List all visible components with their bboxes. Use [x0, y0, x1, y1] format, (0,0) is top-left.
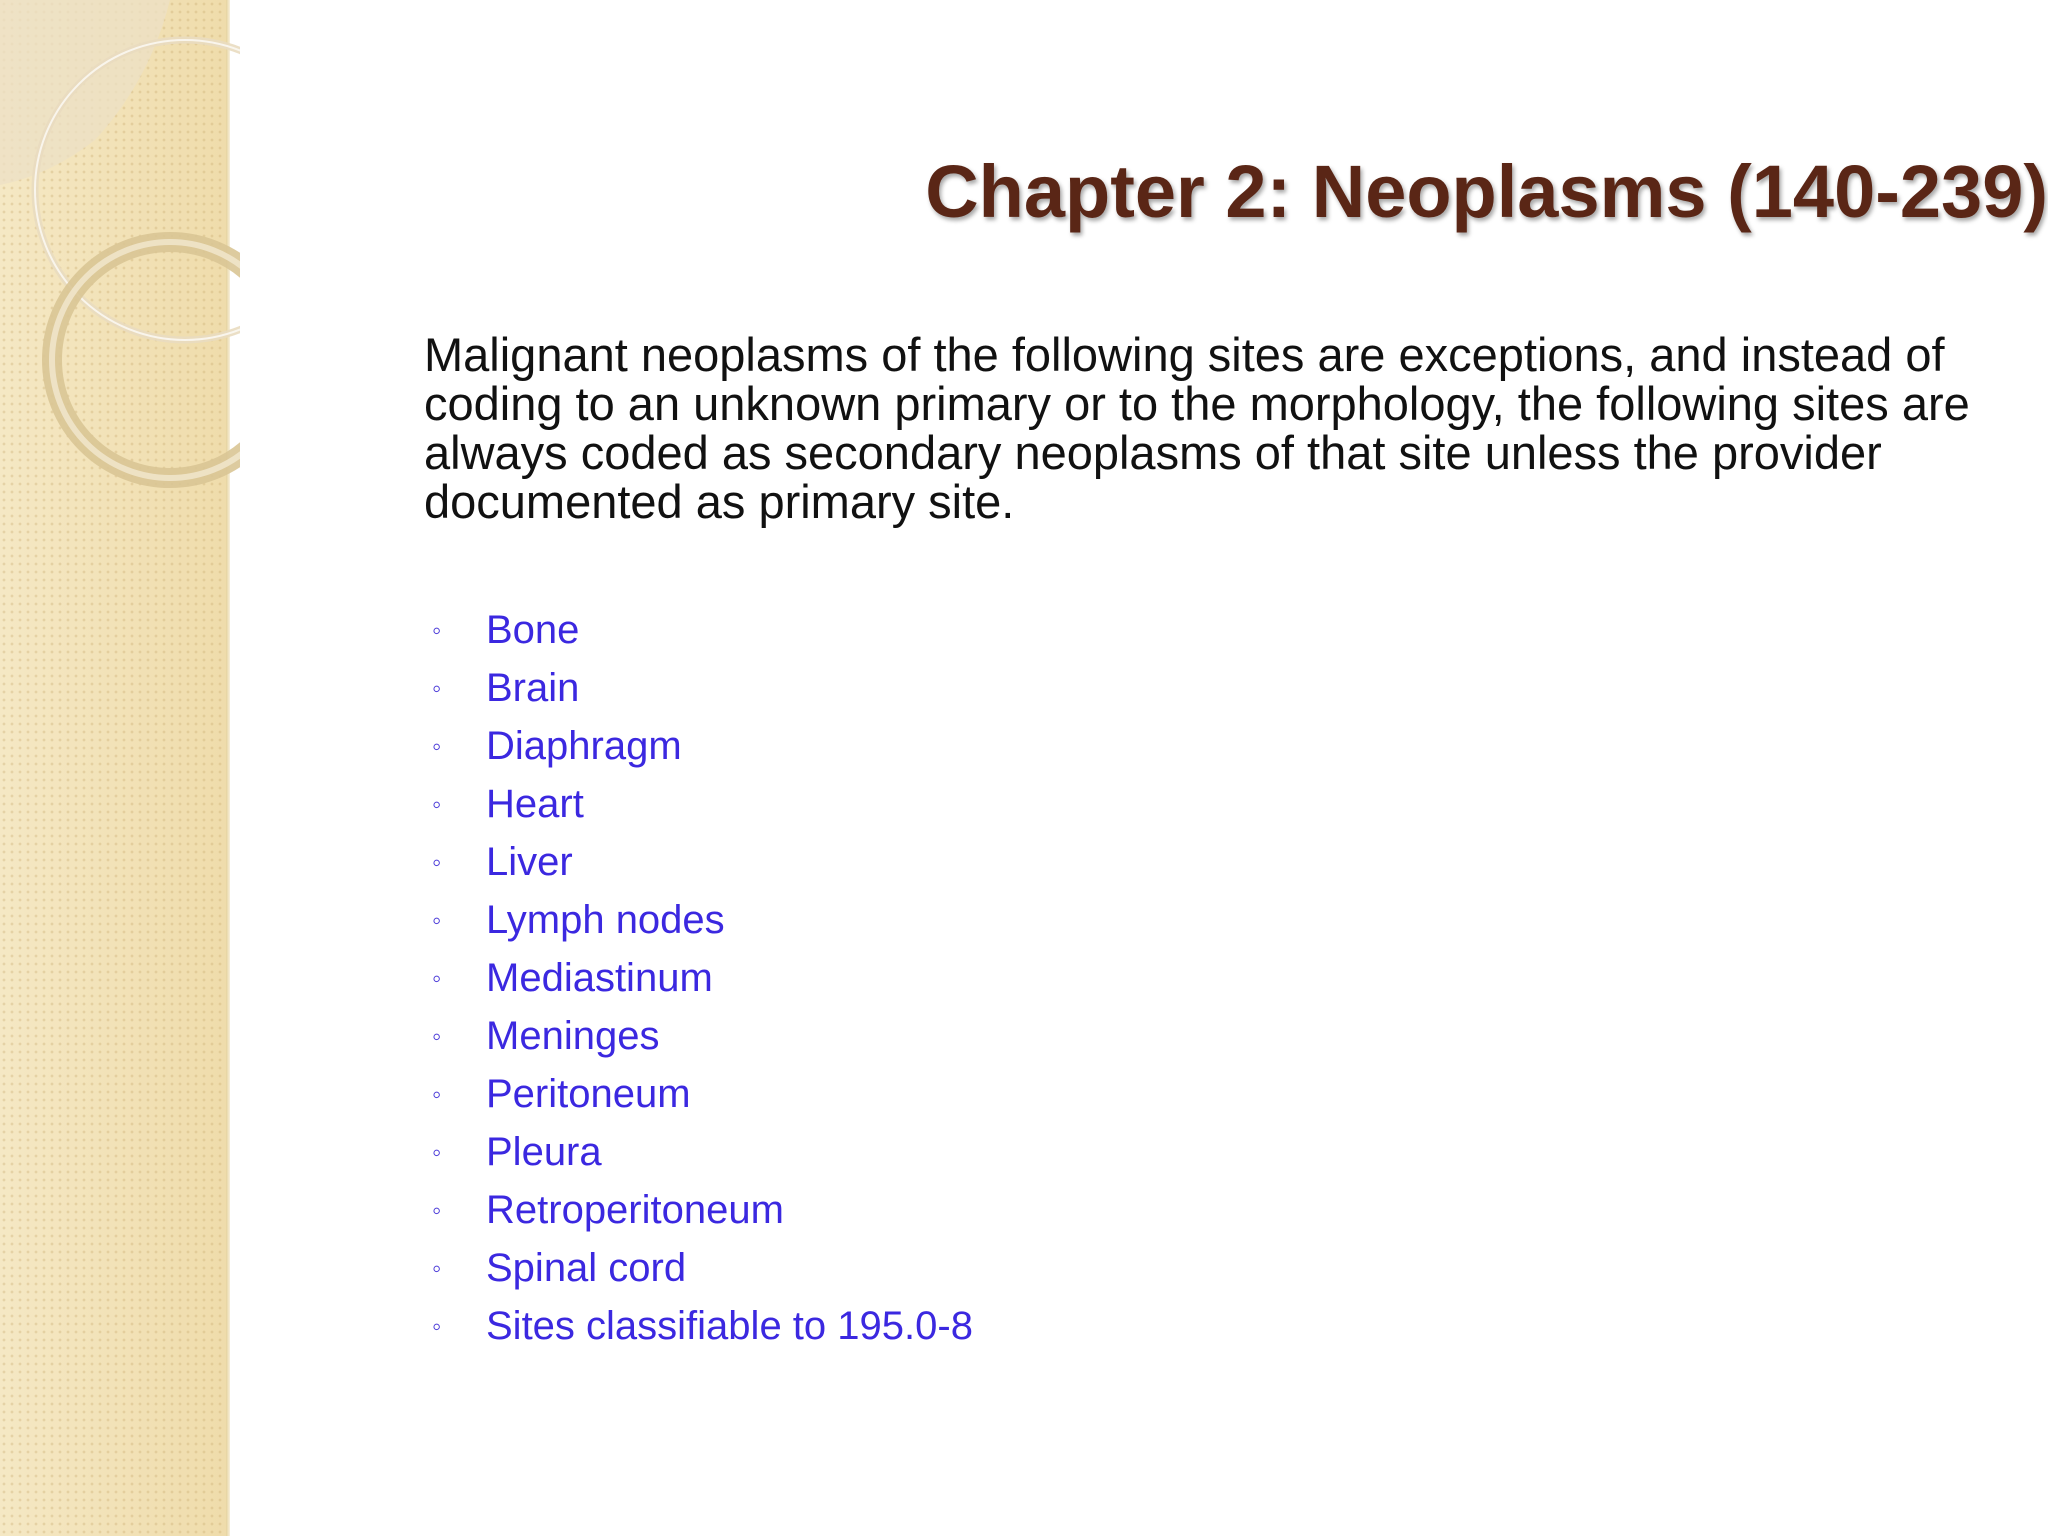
list-item [424, 775, 1324, 833]
list-item [424, 601, 1324, 659]
bullet-icon: ◦ [432, 1021, 442, 1051]
site-label: Mediastinum [486, 956, 713, 1000]
site-label: Bone [486, 608, 580, 652]
list-item [424, 1181, 1324, 1239]
intro-paragraph: Malignant neoplasms of the following sites are exceptions, and instead of coding to an unknown primary or to the morphology, the following sites are always coded as secondary neoplasms of that site unless the provider documented as primary site. [424, 328, 1970, 528]
decorative-rings [0, 0, 240, 520]
list-item [424, 1007, 1324, 1065]
list-item [424, 1065, 1324, 1123]
slide-title: Chapter 2: Neoplasms (140-239) [925, 150, 2048, 233]
bullet-icon: ◦ [432, 1137, 442, 1167]
bullet-icon: ◦ [432, 615, 442, 645]
site-label: Peritoneum [486, 1072, 691, 1116]
bullet-icon: ◦ [432, 905, 442, 935]
list-item [424, 659, 1324, 717]
bullet-icon: ◦ [432, 673, 442, 703]
list-item [424, 891, 1324, 949]
list-item [424, 1239, 1324, 1297]
bullet-icon: ◦ [432, 847, 442, 877]
site-label: Diaphragm [486, 724, 682, 768]
site-label: Spinal cord [486, 1246, 687, 1290]
list-item [424, 833, 1324, 891]
bullet-icon: ◦ [432, 1311, 442, 1341]
bullet-icon: ◦ [432, 1079, 442, 1109]
list-item [424, 717, 1324, 775]
site-label: Liver [486, 840, 573, 884]
bullet-icon: ◦ [432, 1195, 442, 1225]
bullet-icon: ◦ [432, 789, 442, 819]
site-label: Retroperitoneum [486, 1188, 784, 1232]
list-item [424, 1297, 1324, 1355]
site-list [424, 601, 1324, 1355]
list-item [424, 1123, 1324, 1181]
site-label: Meninges [486, 1014, 660, 1058]
site-label: Lymph nodes [486, 898, 725, 942]
site-label: Heart [486, 782, 584, 826]
site-label: Pleura [486, 1130, 602, 1174]
bullet-icon: ◦ [432, 963, 442, 993]
site-label: Sites classifiable to 195.0-8 [486, 1304, 973, 1348]
list-item [424, 949, 1324, 1007]
bullet-icon: ◦ [432, 1253, 442, 1283]
site-label: Brain [486, 666, 580, 710]
bullet-icon: ◦ [432, 731, 442, 761]
